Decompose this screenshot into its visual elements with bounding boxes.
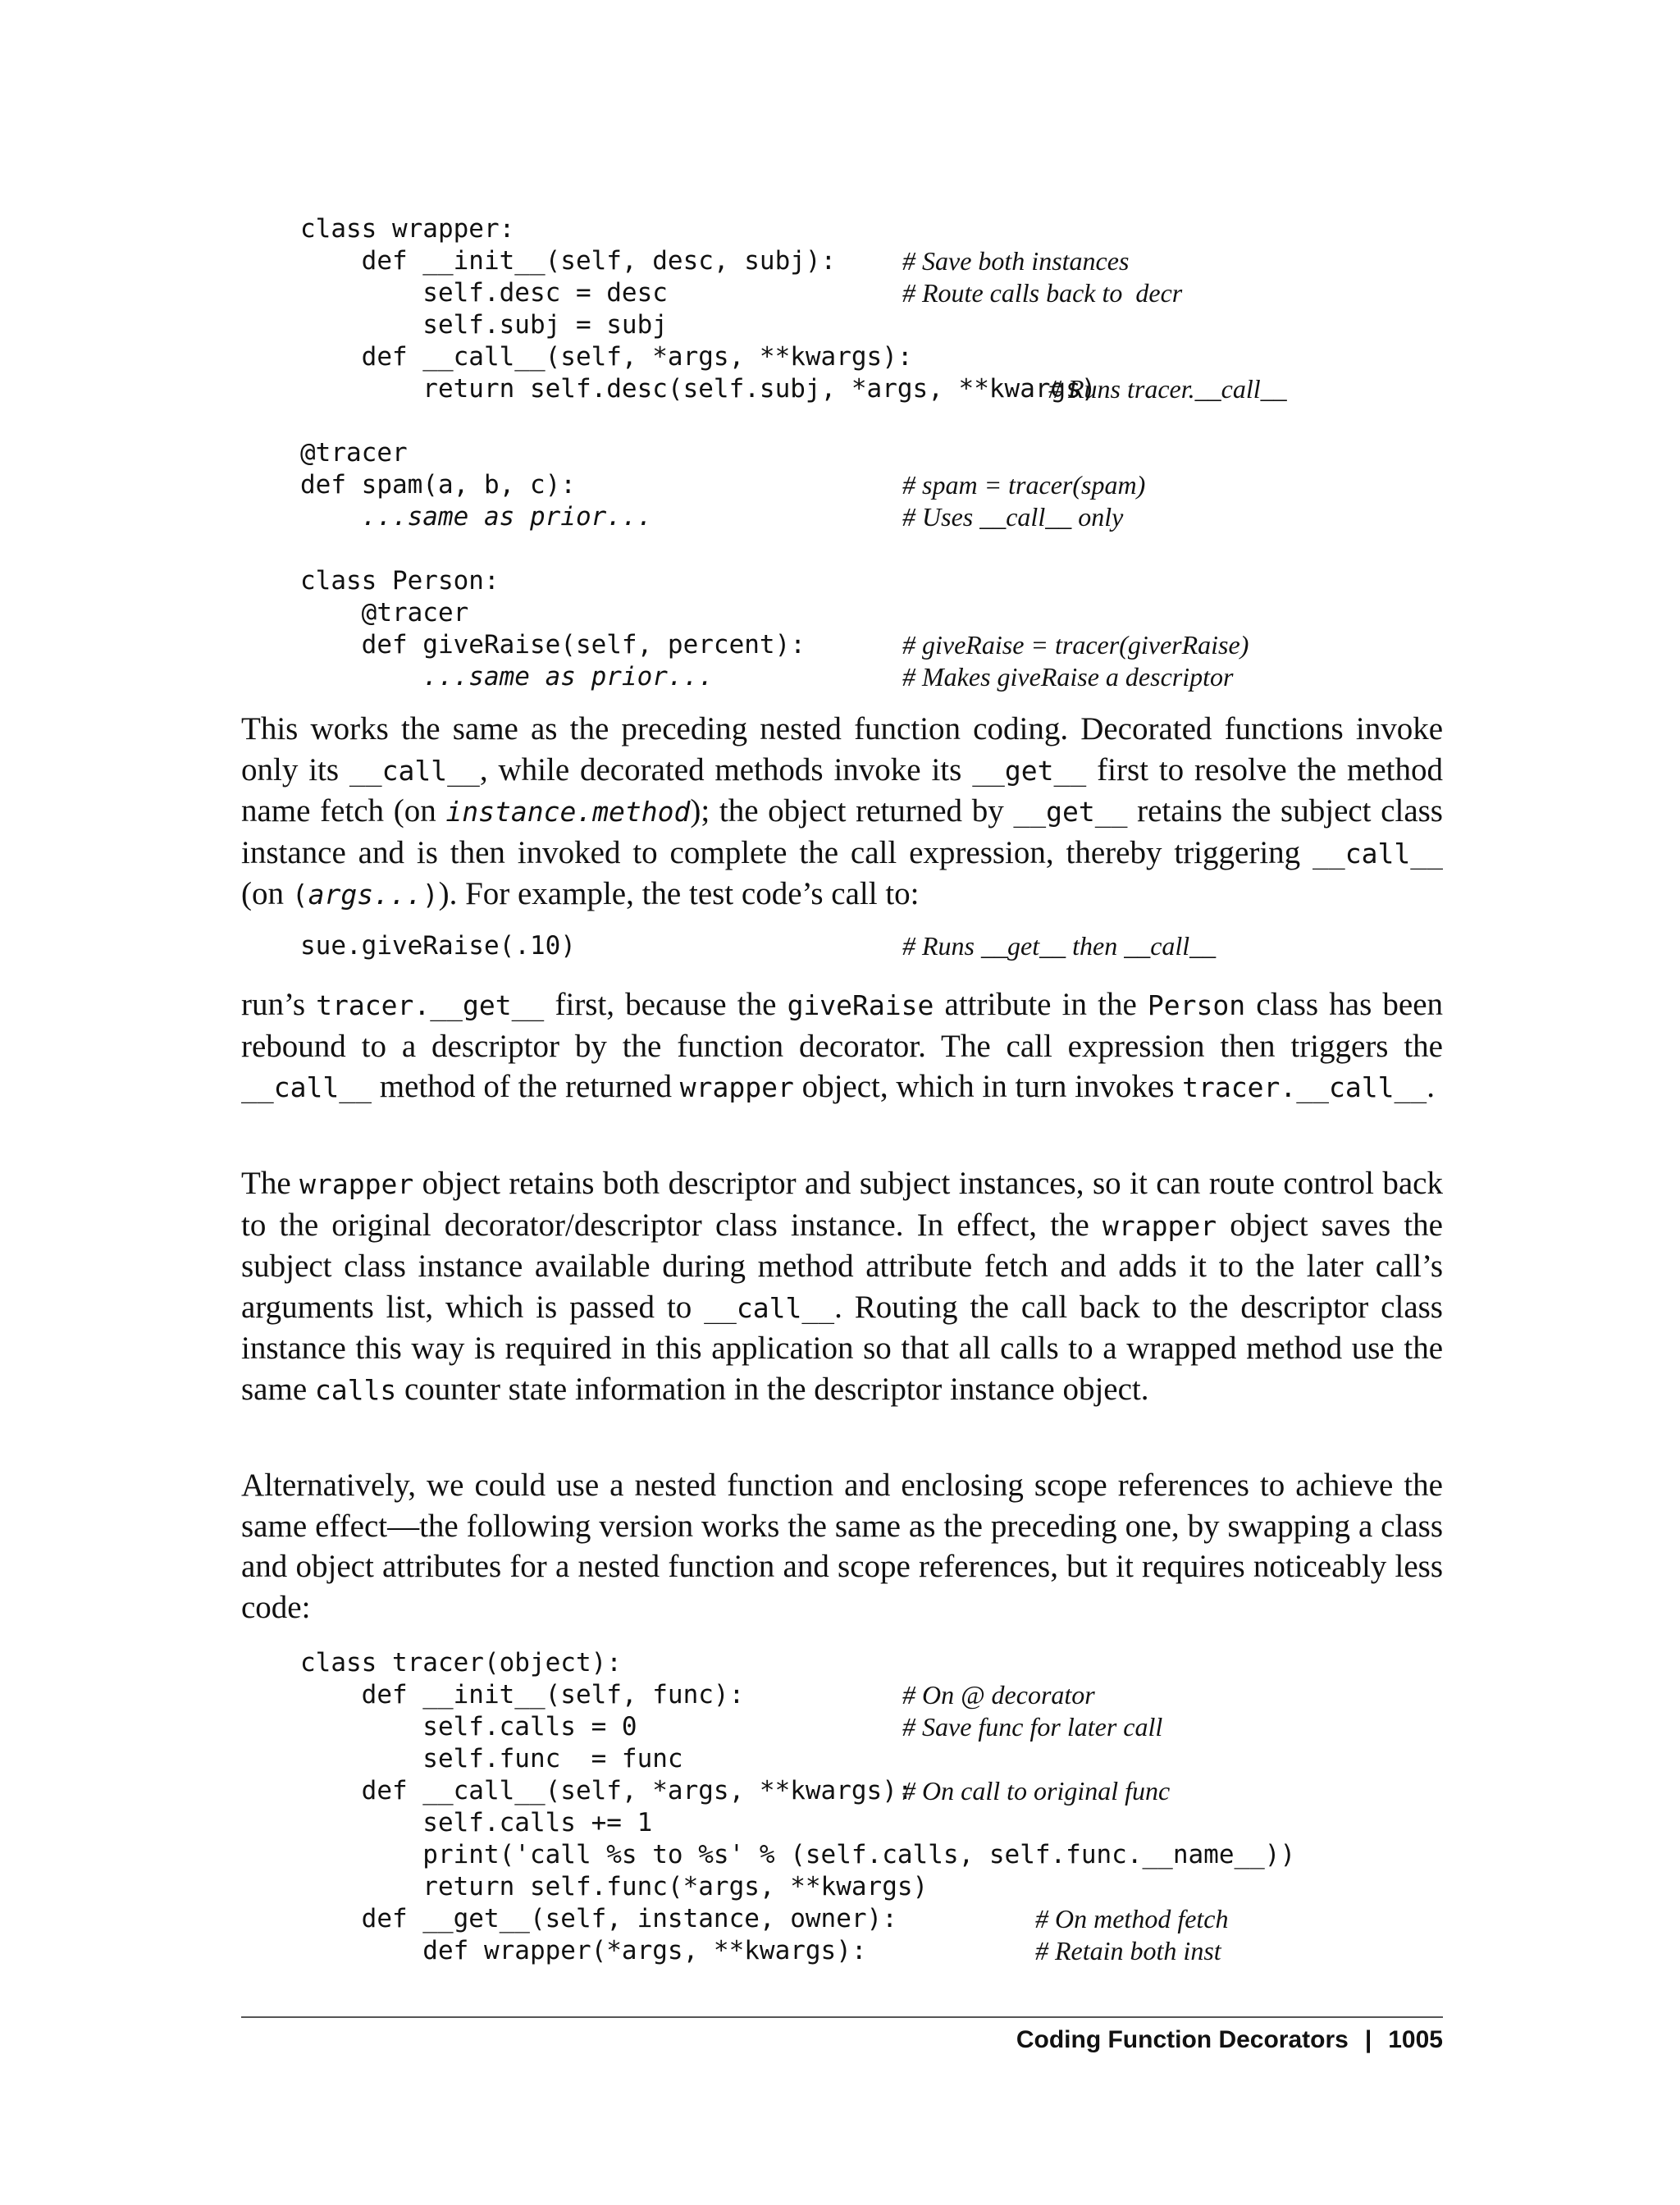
inline-code: __call__ [241, 1071, 372, 1103]
code-line [300, 661, 1234, 693]
page-number: 1005 [1388, 2026, 1443, 2053]
text-run: object, which in turn invokes [793, 1069, 1183, 1104]
text-run: (on [241, 876, 292, 911]
inline-code: wrapper [1102, 1209, 1217, 1242]
text-run: method of the returned [371, 1069, 680, 1104]
text-run: object saves the subject class instance available during method attribute fetch and adds it to the later call’s arguments list, which is passed to [241, 1207, 1443, 1325]
code-comment: # Runs __get__ then __call__ [902, 931, 1217, 961]
inline-code: __call__ [349, 754, 480, 787]
code-line [300, 309, 668, 341]
code-text: @tracer [300, 598, 469, 628]
code-comment: # Makes giveRaise a descriptor [902, 662, 1234, 692]
code-line [300, 1807, 652, 1839]
code-text: sue.giveRaise(.10) [300, 931, 576, 961]
code-line [300, 341, 913, 373]
text-run: retains the subject class instance and is then invoked to complete the call expression, thereby triggering [241, 793, 1443, 870]
inline-code: tracer.__call__ [1182, 1071, 1427, 1103]
text-run: first to resolve the method name fetch (on [241, 751, 1443, 829]
text-run: This works the same as the preceding nested function coding. Decorated functions invoke only its [241, 711, 1443, 788]
code-comment: # Route calls back to decr [902, 278, 1183, 308]
code-line [300, 1903, 1229, 1935]
code-text: return self.func(*args, **kwargs) [300, 1872, 929, 1901]
code-comment: # spam = tracer(spam) [902, 470, 1146, 500]
inline-code: wrapper [299, 1168, 414, 1200]
code-line [300, 1743, 683, 1775]
inline-code: ( [291, 879, 308, 911]
code-text: ...same as prior... [300, 662, 714, 692]
text-run: class has been rebound to a descriptor by the function decorator. The call expression then triggers the [241, 987, 1444, 1064]
code-text: return self.desc(self.subj, *args, **kwargs) [300, 374, 1097, 404]
code-text: class wrapper: [300, 214, 515, 244]
text-run: attribute in the [934, 987, 1148, 1022]
code-line [300, 1935, 1221, 1967]
code-line [300, 1839, 1295, 1871]
inline-code: args... [308, 879, 422, 911]
code-text: def __call__(self, *args, **kwargs): [300, 342, 913, 372]
code-text: def spam(a, b, c): [300, 470, 576, 500]
code-comment: # Save both instances [902, 246, 1130, 276]
code-comment: # Runs tracer.__call__ [1048, 374, 1287, 404]
code-text: self.func = func [300, 1744, 683, 1774]
text-run: ); the object returned by [690, 793, 1014, 829]
code-text: def __init__(self, desc, subj): [300, 246, 837, 276]
code-comment: # On method fetch [1035, 1904, 1229, 1933]
code-line [300, 437, 408, 469]
code-comment: # Retain both inst [1035, 1936, 1221, 1965]
code-line [300, 565, 500, 597]
code-text: def giveRaise(self, percent): [300, 630, 806, 660]
code-line [300, 469, 1146, 501]
code-line [300, 501, 1124, 533]
footer-separator: | [1364, 2026, 1372, 2053]
body-paragraph [241, 1163, 1443, 1410]
text-run: object retains both descriptor and subject instances, so it can route control back to the original decorator/descriptor class instance. In effect, the [241, 1166, 1443, 1243]
body-paragraph [241, 709, 1443, 915]
code-text: print('call %s to %s' % (self.calls, self.func.__name__)) [300, 1840, 1296, 1869]
code-text: ...same as prior... [300, 502, 653, 532]
code-text: def __init__(self, func): [300, 1680, 745, 1710]
text-run: . [1427, 1069, 1435, 1104]
code-text: self.subj = subj [300, 310, 668, 340]
page-footer [1016, 2026, 1443, 2054]
inline-code: __get__ [1013, 796, 1128, 828]
code-comment: # Save func for later call [902, 1712, 1163, 1742]
inline-code: __get__ [972, 754, 1087, 787]
code-comment: # On call to original func [902, 1776, 1171, 1806]
code-text: self.calls += 1 [300, 1808, 653, 1838]
text-run: run’s [241, 987, 317, 1022]
code-line [300, 1871, 928, 1903]
code-line [300, 373, 1287, 405]
footer-rule [241, 2016, 1443, 2018]
body-paragraph: Alternatively, we could use a nested function and enclosing scope references to achieve the same effect—the following version works the same as the preceding one, by swapping a class and object attributes for a nested function and scope references, but it requires noticeably less code: [241, 1468, 1443, 1625]
code-text: def __call__(self, *args, **kwargs): [300, 1776, 913, 1806]
inline-code: giveRaise [787, 989, 934, 1021]
inline-code: Person [1147, 989, 1246, 1021]
text-run: The [241, 1166, 300, 1201]
code-comment: # giveRaise = tracer(giverRaise) [902, 630, 1249, 660]
body-paragraph [241, 984, 1443, 1108]
code-line [300, 245, 1130, 277]
text-run: . Routing the call back to the descriptor class instance this way is required in this application so that all calls to a wrapped method use the same [241, 1289, 1443, 1407]
inline-code: __call__ [704, 1291, 835, 1324]
code-text: def __get__(self, instance, owner): [300, 1904, 897, 1933]
code-line [300, 930, 1217, 962]
code-text: self.desc = desc [300, 278, 668, 308]
code-line [300, 1711, 1163, 1743]
code-text: def wrapper(*args, **kwargs): [300, 1936, 867, 1965]
inline-code: tracer.__get__ [316, 989, 545, 1021]
code-comment: # Uses __call__ only [902, 502, 1124, 532]
code-line [300, 277, 1183, 309]
code-line [300, 213, 514, 245]
code-line [300, 1775, 1171, 1807]
inline-code: wrapper [679, 1071, 794, 1103]
inline-code: ) [422, 879, 439, 911]
text-run: , while decorated methods invoke its [479, 751, 973, 788]
inline-code: instance.method [445, 796, 691, 828]
text-run: ). For example, the test code’s call to: [438, 876, 920, 911]
code-line [300, 1679, 1095, 1711]
code-text: self.calls = 0 [300, 1712, 637, 1742]
code-comment: # On @ decorator [902, 1680, 1095, 1710]
code-text: @tracer [300, 438, 408, 468]
text-run: first, because the [544, 987, 788, 1022]
code-text: class Person: [300, 566, 500, 596]
code-line [300, 1647, 622, 1679]
inline-code: calls [314, 1373, 397, 1406]
footer-section-title: Coding Function Decorators [1016, 2026, 1349, 2053]
code-line [300, 629, 1249, 661]
code-line [300, 597, 468, 629]
text-run: counter state information in the descriptor instance object. [396, 1371, 1149, 1407]
code-text: class tracer(object): [300, 1648, 622, 1678]
inline-code: __call__ [1312, 837, 1443, 870]
